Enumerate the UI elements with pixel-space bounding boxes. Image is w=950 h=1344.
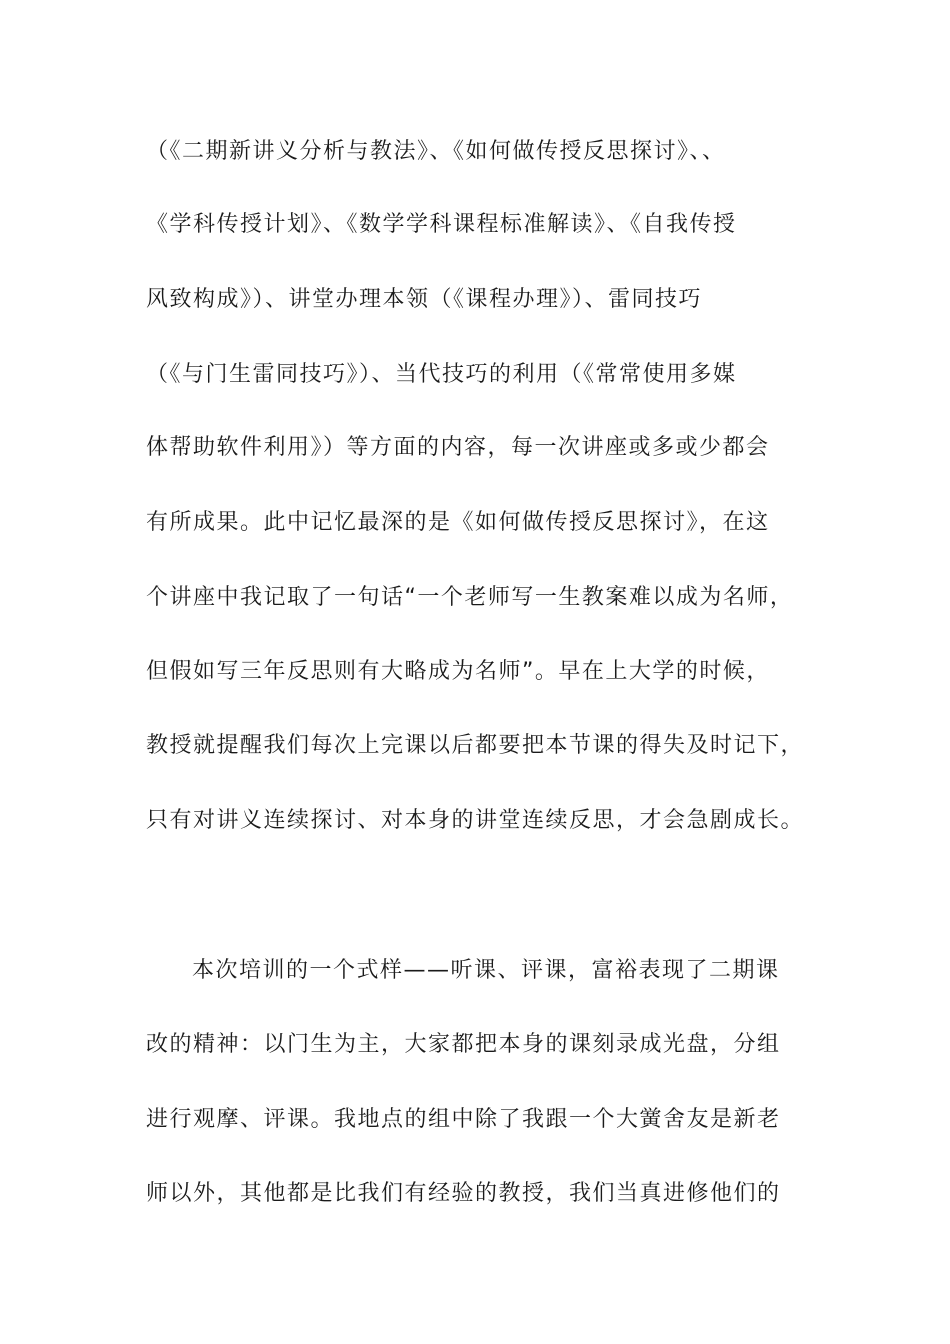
paragraph-1-line-4: （《与门生雷同技巧》）、当代技巧的利用（《常常使用多媒 bbox=[146, 362, 737, 387]
paragraph-2-line-4: 师以外，其他都是比我们有经验的教授，我们当真进修他们的 bbox=[146, 1181, 781, 1206]
paragraph-1-line-8: 但假如写三年反思则有大略成为名师”。早在上大学的时候， bbox=[146, 659, 770, 684]
paragraph-1-line-5: 体帮助软件利用》）等方面的内容，每一次讲座或多或少都会 bbox=[146, 435, 770, 460]
paragraph-1-line-2: 《学科传授计划》、《数学学科课程标准解读》、《自我传授 bbox=[146, 212, 737, 237]
paragraph-2-line-1: 本次培训的一个式样——听课、评课，富裕表现了二期课 bbox=[192, 958, 780, 983]
paragraph-2-line-2: 改的精神：以门生为主，大家都把本身的课刻录成光盘，分组 bbox=[146, 1032, 781, 1057]
paragraph-1-line-1: （《二期新讲义分析与教法》、《如何做传授反思探讨》、、 bbox=[146, 139, 726, 164]
paragraph-1-line-10: 只有对讲义连续探讨、对本身的讲堂连续反思，才会急剧成长。 bbox=[146, 808, 805, 833]
paragraph-1-line-7: 个讲座中我记取了一句话“一个老师写一生教案难以成为名师， bbox=[146, 585, 794, 610]
paragraph-1-line-9: 教授就提醒我们每次上完课以后都要把本节课的得失及时记下， bbox=[146, 733, 805, 758]
paragraph-1-line-6: 有所成果。此中记忆最深的是《如何做传授反思探讨》，在这 bbox=[146, 510, 770, 535]
paragraph-1-line-3: 风致构成》）、讲堂办理本领（《课程办理》）、雷同技巧 bbox=[146, 287, 703, 312]
paragraph-2-line-3: 进行观摩、评课。我地点的组中除了我跟一个大黉舍友是新老 bbox=[146, 1107, 781, 1132]
